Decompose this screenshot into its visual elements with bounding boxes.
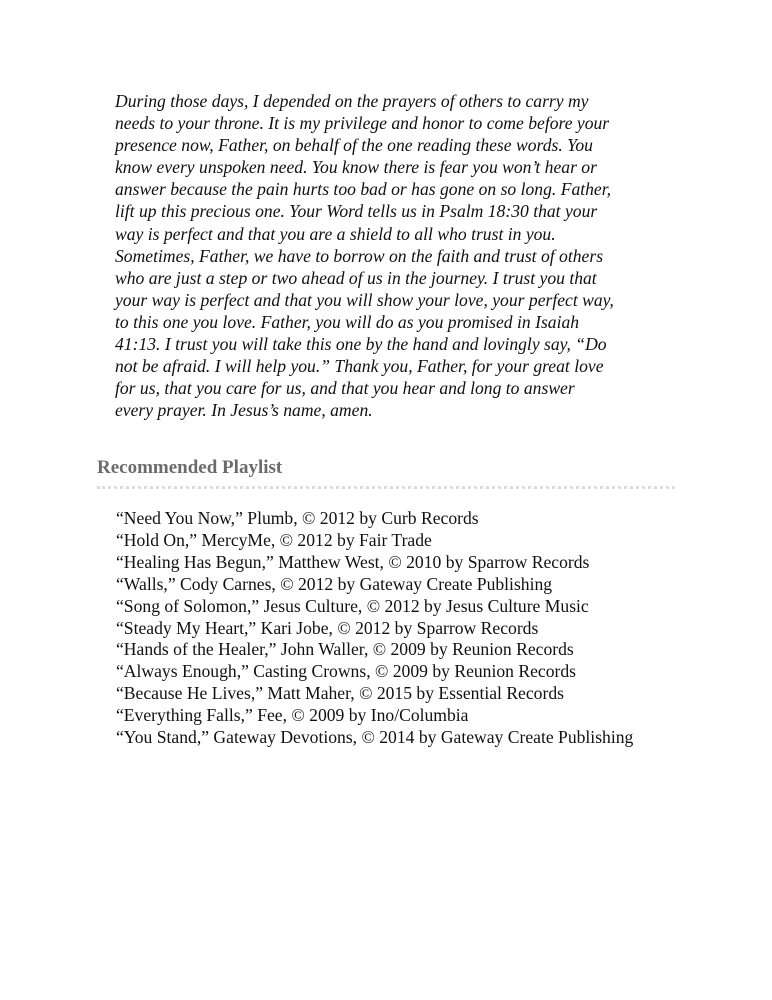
playlist-item: “Hands of the Healer,” John Waller, © 2009 by Reunion Records xyxy=(116,639,574,660)
playlist-item: “Everything Falls,” Fee, © 2009 by Ino/Columbia xyxy=(116,705,469,726)
playlist-item: “Steady My Heart,” Kari Jobe, © 2012 by Sparrow Records xyxy=(116,617,539,638)
playlist-item: “Because He Lives,” Matt Maher, © 2015 by Essential Records xyxy=(116,683,564,704)
playlist-item: “Song of Solomon,” Jesus Culture, © 2012 by Jesus Culture Music xyxy=(116,595,589,616)
playlist-list xyxy=(116,508,633,749)
heading-divider xyxy=(97,486,675,489)
prayer-paragraph: During those days, I depended on the prayers of others to carry my needs to your throne. It is my privilege and honor to come before your presence now, Father, on behalf of the one reading these words. You know every unspoken need. You know there is fear you won’t hear or answer because the pain hurts too bad or has gone on so long. Father, lift up this precious one. Your Word tells us in Psalm 18:30 that your way is perfect and that you are a shield to all who trust in you. Sometimes, Father, we have to borrow on the faith and trust of others who are just a step or two ahead of us in the journey. I trust you that your way is perfect and that you will show your love, your perfect way, to this one you love. Father, you will do as you promised in Isaiah 41:13. I trust you will take this one by the hand and lovingly say, “Do not be afraid. I will help you.” Thank you, Father, for your great love for us, that you care for us, and that you hear and long to answer every prayer. In Jesus’s name, amen. xyxy=(115,91,614,421)
playlist-item: “You Stand,” Gateway Devotions, © 2014 by Gateway Create Publishing xyxy=(116,727,634,748)
playlist-heading: Recommended Playlist xyxy=(97,457,283,478)
playlist-item: “Walls,” Cody Carnes, © 2012 by Gateway Create Publishing xyxy=(116,573,553,594)
playlist-item: “Always Enough,” Casting Crowns, © 2009 by Reunion Records xyxy=(116,661,577,682)
playlist-item: “Hold On,” MercyMe, © 2012 by Fair Trade xyxy=(116,529,432,550)
playlist-item: “Healing Has Begun,” Matthew West, © 2010 by Sparrow Records xyxy=(116,551,590,572)
playlist-item: “Need You Now,” Plumb, © 2012 by Curb Records xyxy=(116,508,479,528)
